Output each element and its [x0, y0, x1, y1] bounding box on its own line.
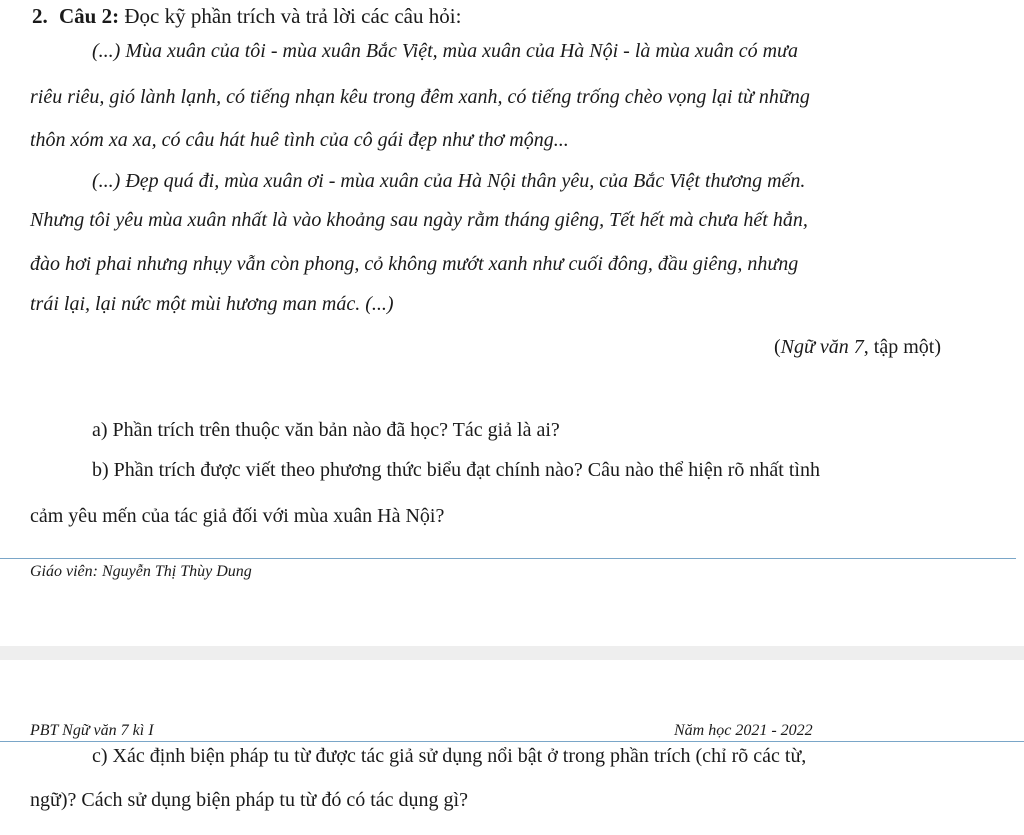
header-right: Năm học 2021 - 2022 — [674, 722, 813, 739]
question-c-line: ngữ)? Cách sử dụng biện pháp tu từ đó có tác dụng gì? — [30, 789, 468, 811]
passage-line: thôn xóm xa xa, có câu hát huê tình của cô gái đẹp như thơ mộng... — [30, 129, 569, 151]
question-number: 2. — [32, 4, 48, 28]
passage-line: (...) Đẹp quá đi, mùa xuân ơi - mùa xuân của Hà Nội thân yêu, của Bắc Việt thương mến. — [92, 170, 806, 192]
source-suffix: , tập một) — [863, 336, 942, 358]
passage-line: riêu riêu, gió lành lạnh, có tiếng nhạn kêu trong đêm xanh, có tiếng trống chèo vọng lại từ những — [30, 86, 810, 108]
passage-line: Nhưng tôi yêu mùa xuân nhất là vào khoảng sau ngày rằm tháng giêng, Tết hết mà chưa hết hẳn, — [30, 209, 808, 231]
question-a: a) Phần trích trên thuộc văn bản nào đã học? Tác giả là ai? — [92, 419, 560, 441]
header-left: PBT Ngữ văn 7 kì I — [30, 722, 154, 739]
page-separator — [0, 646, 1024, 660]
source-citation — [774, 336, 941, 359]
footer-rule — [0, 558, 1016, 559]
question-heading — [32, 4, 461, 29]
question-c-line: c) Xác định biện pháp tu từ được tác giả sử dụng nổi bật ở trong phần trích (chỉ rõ các từ, — [92, 745, 807, 767]
question-label: Câu 2: — [59, 4, 120, 28]
footer-teacher: Giáo viên: Nguyễn Thị Thùy Dung — [30, 563, 252, 580]
passage-line: trái lại, lại nức một mùi hương man mác. (...) — [30, 293, 394, 315]
passage-line: đào hơi phai nhưng nhụy vẫn còn phong, cỏ không mướt xanh như cuối đông, đầu giêng, nhưng — [30, 253, 799, 275]
question-text: Đọc kỹ phần trích và trả lời các câu hỏi: — [124, 4, 462, 28]
header-rule — [0, 741, 1024, 742]
question-b-line: cảm yêu mến của tác giả đối với mùa xuân Hà Nội? — [30, 505, 445, 527]
question-b-line: b) Phần trích được viết theo phương thức biểu đạt chính nào? Câu nào thể hiện rõ nhất tình — [92, 459, 820, 481]
source-prefix: ( — [774, 336, 781, 358]
passage-line: (...) Mùa xuân của tôi - mùa xuân Bắc Việt, mùa xuân của Hà Nội - là mùa xuân có mưa — [92, 40, 798, 62]
source-title: Ngữ văn 7 — [780, 336, 864, 358]
